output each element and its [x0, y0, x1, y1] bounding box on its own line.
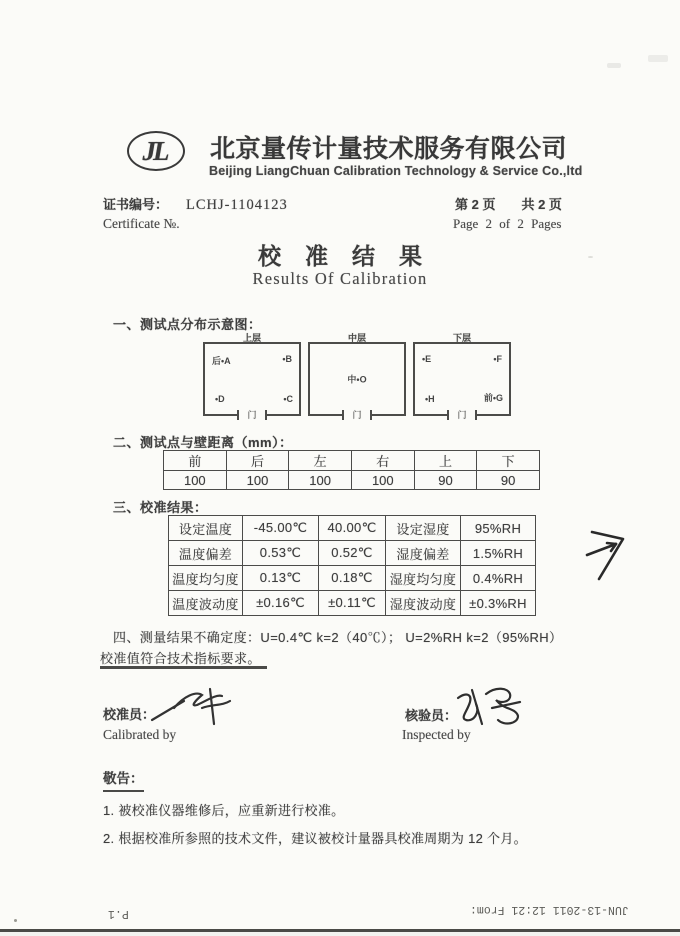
door-label: 门	[247, 410, 257, 420]
distance-header-cell: 上	[414, 451, 477, 471]
scan-speck	[14, 919, 17, 922]
result-cell: 湿度均匀度	[386, 566, 461, 591]
distance-value-row	[164, 471, 540, 490]
result-cell: 湿度偏差	[386, 541, 461, 566]
company-logo	[127, 131, 185, 171]
door-tick	[265, 410, 267, 420]
result-cell: 设定温度	[169, 516, 243, 541]
page-info-cn	[455, 194, 562, 213]
door-tick	[447, 410, 449, 420]
result-cell: ±0.3%RH	[461, 591, 536, 616]
page-current: 第 2 页	[455, 197, 496, 212]
result-cell: 95%RH	[461, 516, 536, 541]
result-cell: 温度波动度	[169, 591, 243, 616]
result-cell: 0.4%RH	[461, 566, 536, 591]
diagram-box-middle-layer	[308, 333, 406, 420]
certificate-number: LCHJ-1104123	[186, 197, 288, 213]
certificate-number-row	[103, 194, 288, 214]
door-label: 门	[352, 410, 362, 420]
calibrator-label-en: Calibrated by	[103, 727, 177, 742]
distance-value-cell: 90	[477, 471, 540, 490]
calibrator-signature	[150, 686, 245, 733]
diagram-box-label: 中层	[347, 333, 367, 343]
result-cell: 温度偏差	[169, 541, 243, 566]
document-title-en: Results Of Calibration	[252, 269, 428, 288]
test-point-F: •F	[493, 354, 502, 364]
distance-header-cell: 前	[164, 451, 227, 471]
fax-header-text: JUN-13-2011 12:21 From:	[470, 903, 629, 916]
distance-header-cell: 后	[226, 451, 289, 471]
test-point-B: •B	[282, 354, 292, 364]
diagram-box-lower-layer	[413, 333, 511, 420]
result-row	[169, 541, 536, 566]
result-row	[169, 566, 536, 591]
uncertainty-statement: 四、测量结果不确定度：U=0.4℃ k=2（40℃）； U=2%RH k=2（95%RH）	[113, 630, 563, 645]
result-cell: 0.13℃	[243, 566, 319, 591]
result-row	[169, 516, 536, 541]
diagram-box-label: 下层	[452, 333, 472, 343]
result-cell: 设定湿度	[386, 516, 461, 541]
distance-value-cell: 100	[164, 471, 227, 490]
document-title-cn: 校准结果	[258, 243, 446, 269]
door-tick	[370, 410, 372, 420]
test-point-D: •D	[215, 394, 225, 404]
pen-mark	[585, 515, 633, 590]
divider-line	[100, 666, 267, 669]
diagram-box-upper-layer	[203, 333, 301, 420]
test-point-C: •C	[283, 394, 293, 404]
test-point-O: 中•O	[347, 374, 367, 385]
distance-header-cell: 右	[351, 451, 414, 471]
test-point-H: •H	[425, 394, 435, 404]
notice-heading: 敬告：	[103, 767, 144, 792]
distance-header-cell: 左	[289, 451, 352, 471]
result-cell: ±0.16℃	[243, 591, 319, 616]
company-name-en: Beijing LiangChuan Calibration Technology & Service Co.,ltd	[209, 164, 583, 178]
scan-speck	[607, 63, 621, 68]
distance-header-row	[164, 451, 540, 471]
scan-speck	[648, 55, 668, 62]
calibrator-label-cn: 校准员：	[103, 707, 156, 722]
door-tick	[237, 410, 239, 420]
result-cell: 0.18℃	[319, 566, 386, 591]
certificate-number-label-cn: 证书编号：	[103, 197, 169, 212]
wall-distance-table	[163, 450, 540, 490]
result-cell: 温度均匀度	[169, 566, 243, 591]
result-cell: ±0.11℃	[319, 591, 386, 616]
conformity-statement: 校准值符合技术指标要求。	[100, 651, 261, 666]
section1-heading: 一、测试点分布示意图：	[113, 317, 262, 332]
result-row	[169, 591, 536, 616]
distance-header-cell: 下	[477, 451, 540, 471]
scan-edge-bottom-light	[0, 932, 680, 936]
result-cell: 0.53℃	[243, 541, 319, 566]
diagram-box-label: 上层	[242, 333, 262, 343]
test-point-A: 后•A	[212, 356, 231, 366]
calibration-result-table	[168, 515, 536, 616]
company-name-cn: 北京量传计量技术服务有限公司	[210, 135, 568, 163]
result-cell: 40.00℃	[319, 516, 386, 541]
test-point-G: 前•G	[483, 393, 503, 403]
inspector-label-en: Inspected by	[402, 727, 471, 742]
door-label: 门	[457, 410, 467, 420]
distance-value-cell: 100	[289, 471, 352, 490]
page-total: 共 2 页	[521, 197, 562, 212]
section2-heading: 二、测试点与壁距离（mm）：	[113, 435, 293, 450]
test-point-E: •E	[422, 354, 432, 364]
door-tick	[475, 410, 477, 420]
distance-value-cell: 100	[226, 471, 289, 490]
inspector-label-cn: 核验员：	[405, 708, 458, 723]
section3-heading: 三、校准结果：	[113, 500, 208, 515]
result-cell: 1.5%RH	[461, 541, 536, 566]
notice-item-2: 2. 根据校准所参照的技术文件，建议被校计量器具校准周期为 12 个月。	[103, 831, 527, 846]
certificate-number-label-en: Certificate №.	[103, 216, 180, 231]
scan-edge-left	[0, 0, 7, 936]
fax-page-number: P.1	[108, 907, 129, 920]
result-cell: 0.52℃	[319, 541, 386, 566]
logo-text: JL	[142, 135, 167, 166]
page-info-en: Page 2 of 2 Pages	[453, 216, 562, 231]
scan-mark-top	[18, 0, 30, 4]
distance-value-cell: 90	[414, 471, 477, 490]
notice-item-1: 1. 被校准仪器维修后，应重新进行校准。	[103, 803, 345, 818]
door-tick	[342, 410, 344, 420]
result-cell: -45.00℃	[243, 516, 319, 541]
result-cell: 湿度波动度	[386, 591, 461, 616]
distance-value-cell: 100	[351, 471, 414, 490]
